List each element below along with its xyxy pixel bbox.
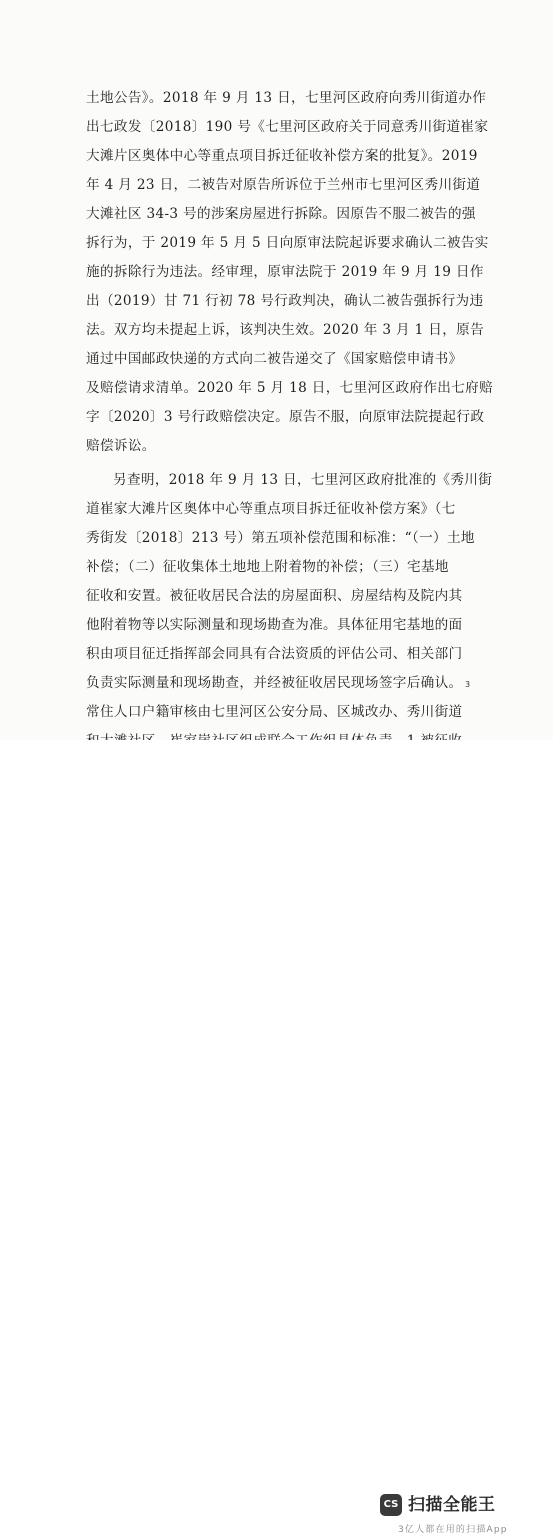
scanner-watermark [0, 740, 553, 1535]
text-line: 出七政发〔2018〕190 号《七里河区政府关于同意秀川街道崔家 [86, 119, 489, 135]
app-name: 扫描全能王 [408, 1495, 496, 1515]
document-page [0, 0, 553, 740]
text-line: 土地公告》。2018 年 9 月 13 日，七里河区政府向秀川街道办作 [86, 90, 487, 106]
text-line: 秀街发〔2018〕213 号）第五项补偿范围和标准：“（一）土地 [86, 530, 475, 546]
text-line: 常住人口户籍审核由七里河区公安分局、区城改办、秀川街道 [86, 704, 463, 720]
text-line: 大滩社区 34-3 号的涉案房屋进行拆除。因原告不服二被告的强 [86, 206, 476, 222]
text-line: 道崔家大滩片区奥体中心等重点项目拆迁征收补偿方案》（七 [86, 501, 456, 517]
text-line: 他附着物等以实际测量和现场勘查为准。具体征用宅基地的面 [86, 617, 463, 633]
app-slogan: 3亿人都在用的扫描App [398, 1525, 508, 1535]
text-line: 字〔2020〕3 号行政赔偿决定。原告不服，向原审法院提起行政 [86, 409, 485, 425]
text-line: 法。双方均未提起上诉，该判决生效。2020 年 3 月 1 日，原告 [86, 322, 485, 338]
text-line: 拆行为，于 2019 年 5 月 5 日向原审法院起诉要求确认二被告实 [86, 235, 489, 251]
text-line: 施的拆除行为违法。经审理，原审法院于 2019 年 9 月 19 日作 [86, 264, 484, 280]
text-line: 大滩片区奥体中心等重点项目拆迁征收补偿方案的批复》。2019 [86, 148, 478, 164]
camscanner-logo-icon: CS [380, 1494, 402, 1516]
text-line: 年 4 月 23 日，二被告对原告所诉位于兰州市七里河区秀川街道 [86, 177, 481, 193]
text-line: 出（2019）甘 71 行初 78 号行政判决，确认二被告强拆行为违 [86, 293, 484, 309]
text-line: 赔偿诉讼。 [86, 438, 156, 454]
text-line: 及赔偿请求清单。2020 年 5 月 18 日，七里河区政府作出七府赔 [86, 380, 494, 396]
page-number: 3 [465, 680, 471, 689]
text-line: 征收和安置。被征收居民合法的房屋面积、房屋结构及院内其 [86, 588, 463, 604]
text-line: 通过中国邮政快递的方式向二被告递交了《国家赔偿申请书》 [86, 351, 463, 367]
text-line: 另查明，2018 年 9 月 13 日，七里河区政府批准的《秀川街 [113, 472, 493, 488]
text-line: 负责实际测量和现场勘查，并经被征收居民现场签字后确认。 [86, 675, 463, 691]
document-text [0, 0, 553, 740]
text-line: 补偿；（二）征收集体土地地上附着物的补偿；（三）宅基地 [86, 559, 449, 575]
text-line: 积由项目征迁指挥部会同具有合法资质的评估公司、相关部门 [86, 646, 463, 662]
